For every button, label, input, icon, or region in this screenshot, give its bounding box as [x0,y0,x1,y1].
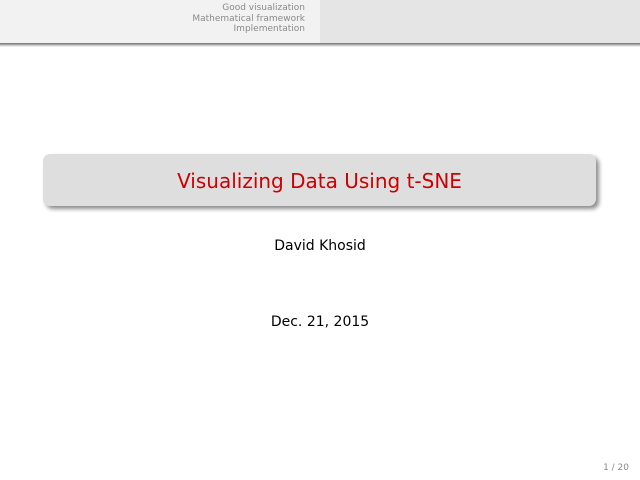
slide-title: Visualizing Data Using t-SNE [177,169,462,193]
header-shadow [0,43,640,47]
page-number: 1 / 20 [603,463,629,473]
nav-item-mathematical-framework[interactable]: Mathematical framework [192,13,305,24]
subsection-navigation [320,0,640,43]
title-box [43,154,596,206]
section-navigation [0,0,320,43]
author-name: David Khosid [274,238,366,254]
nav-item-good-visualization[interactable]: Good visualization [222,3,305,13]
nav-item-implementation[interactable]: Implementation [233,24,305,34]
header-bar [0,0,640,43]
presentation-date: Dec. 21, 2015 [270,314,370,330]
